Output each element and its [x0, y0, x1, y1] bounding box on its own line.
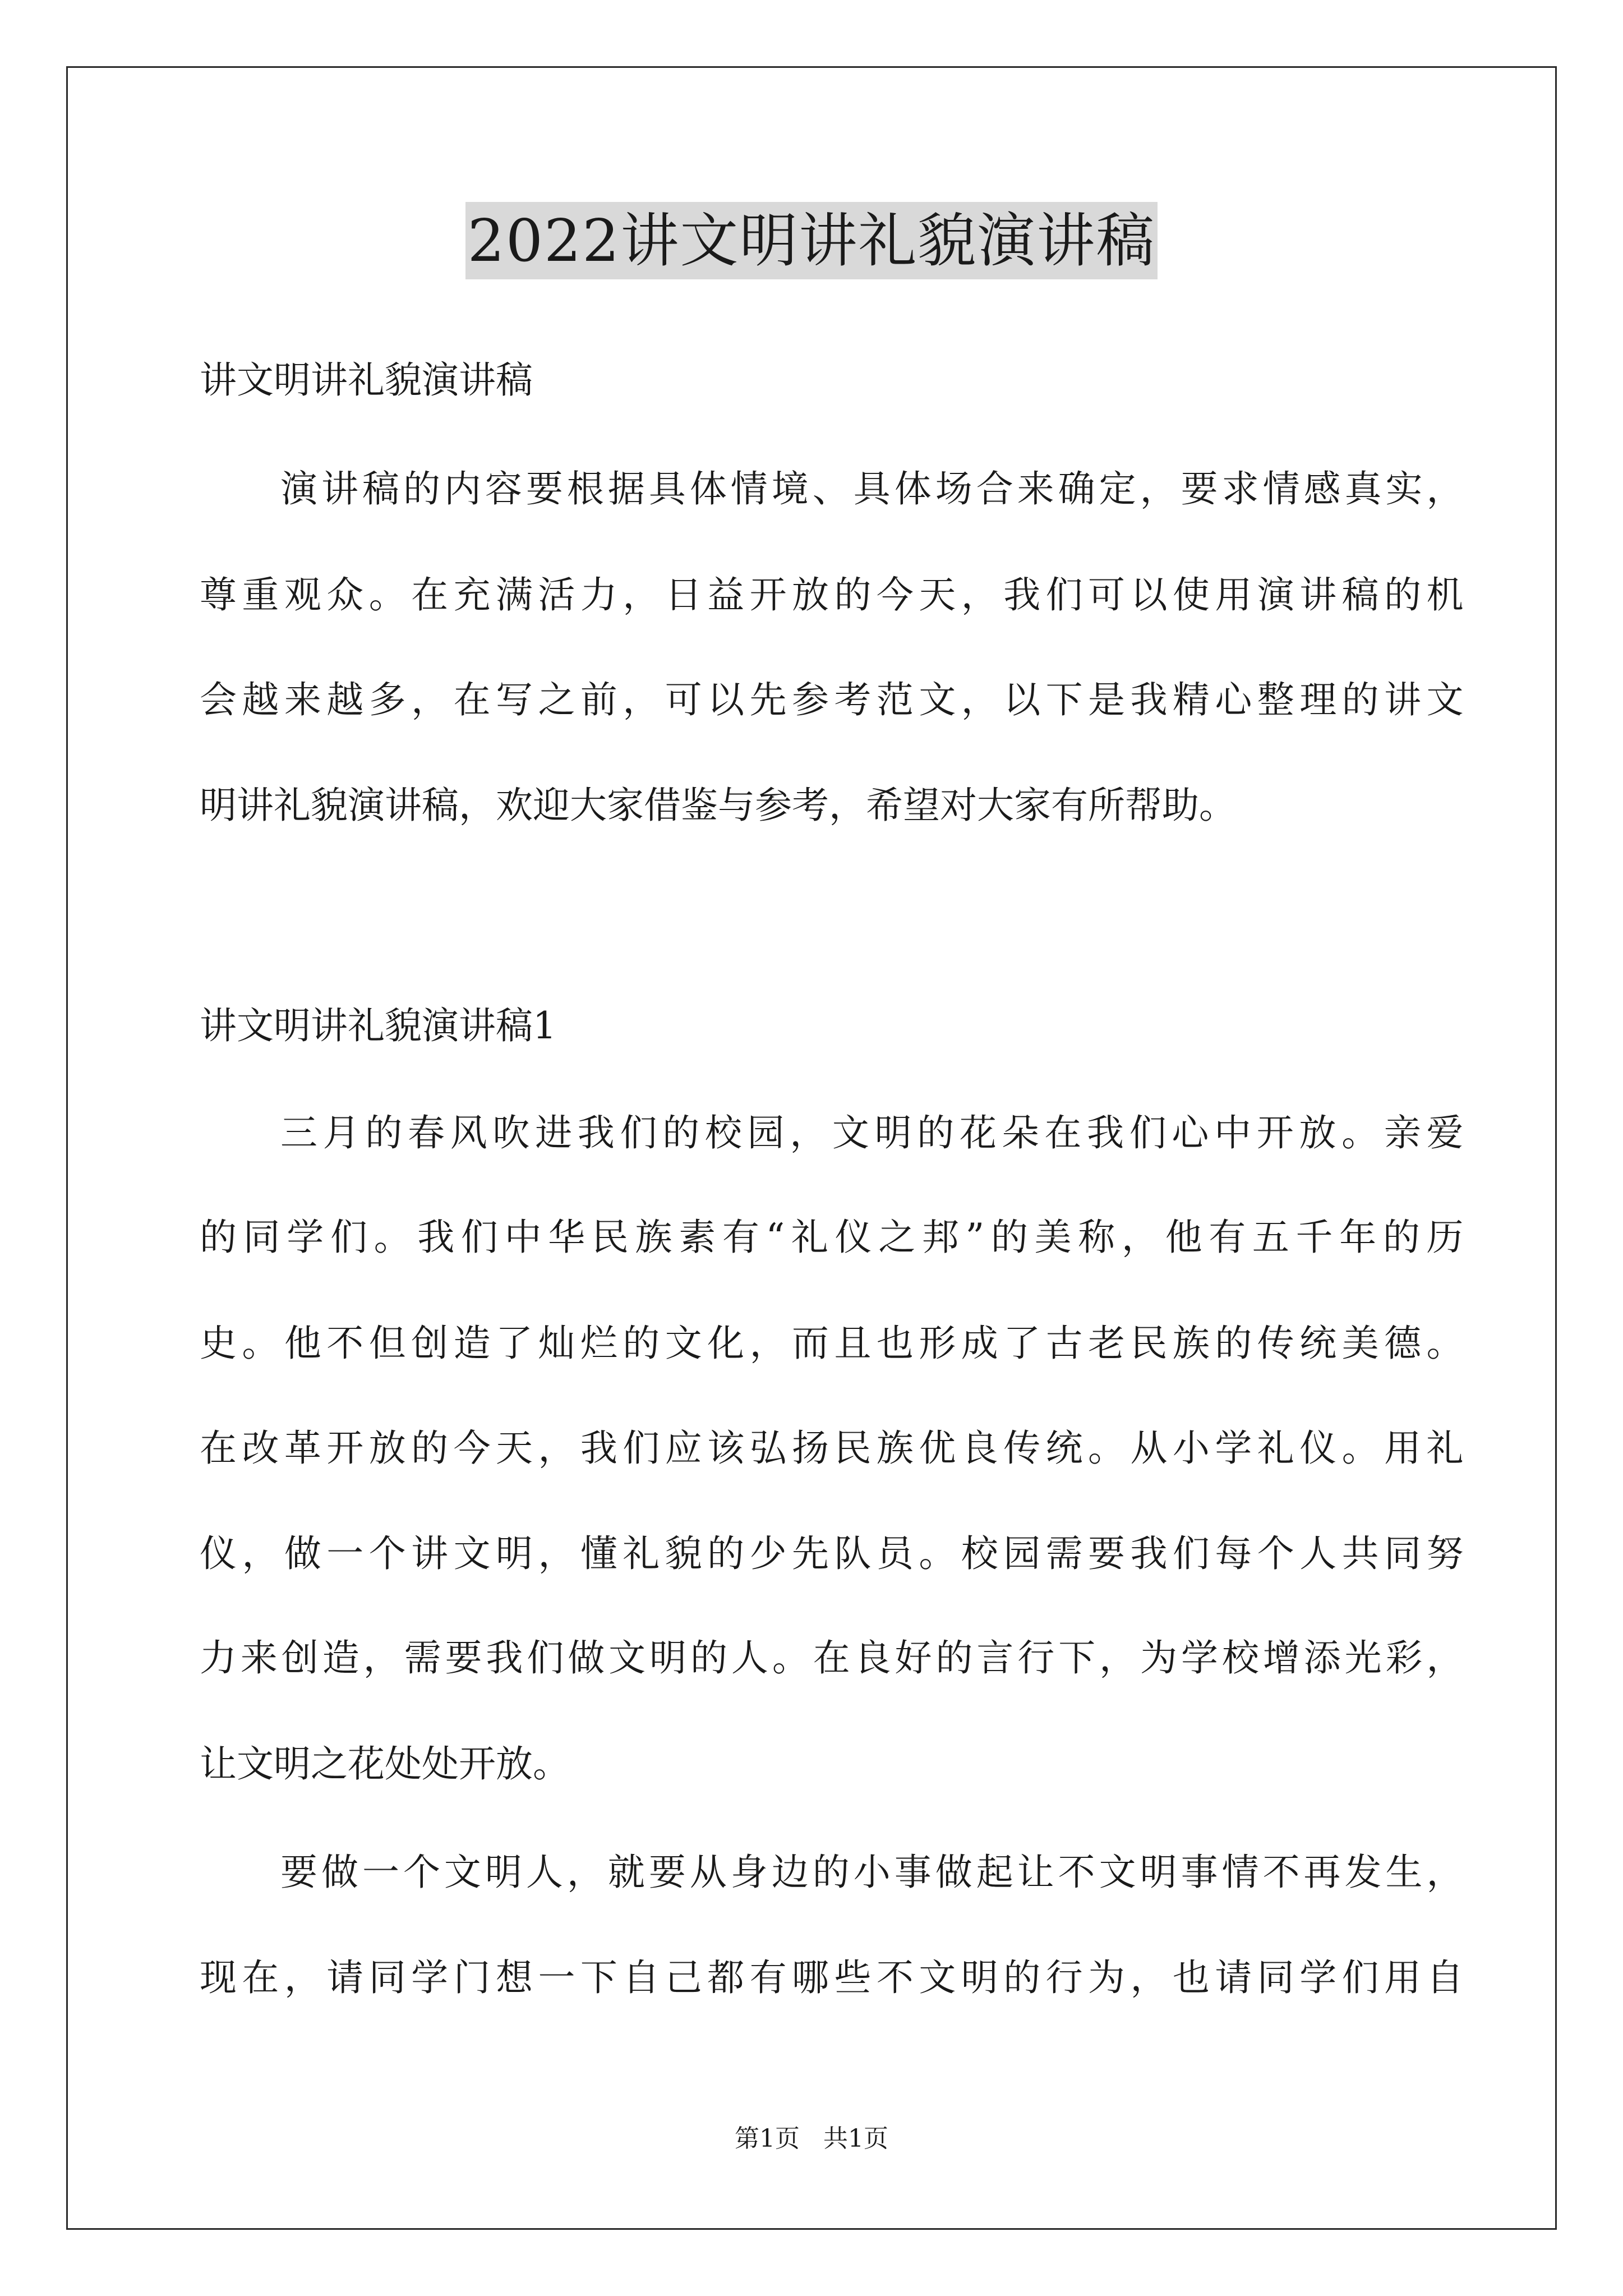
paragraph-line-text: 现在，请同学门想一下自己都有哪些不文明的行为，也请同学们用自 [200, 1956, 1464, 1999]
paragraph-line [280, 467, 1464, 512]
paragraph-line-text: 三月的春风吹进我们的校园，文明的花朵在我们心中开放。亲爱 [280, 1111, 1464, 1154]
page-footer [0, 2122, 1623, 2156]
paragraph-line-text: 在改革开放的今天，我们应该弘扬民族优良传统。从小学礼仪。用礼 [200, 1427, 1464, 1470]
document-title: 2022讲文明讲礼貌演讲稿 [465, 202, 1158, 279]
paragraph-line: 让文明之花处处开放。 [200, 1742, 570, 1786]
paragraph-line [200, 1636, 1464, 1681]
paragraph-line [280, 1111, 1464, 1156]
paragraph-line [200, 1215, 1464, 1260]
paragraph-line [200, 573, 1464, 618]
paragraph-line [200, 1426, 1464, 1471]
paragraph-line-text: 史。他不但创造了灿烂的文化，而且也形成了古老民族的传统美德。 [200, 1322, 1464, 1365]
paragraph-line-text: 尊重观众。在充满活力，日益开放的今天，我们可以使用演讲稿的机 [200, 573, 1464, 616]
paragraph-line [280, 1850, 1464, 1895]
paragraph-line [200, 1321, 1464, 1366]
subtitle: 讲文明讲礼貌演讲稿 [200, 358, 533, 402]
paragraph-line [200, 1531, 1464, 1576]
page-number: 第1页 [735, 2124, 800, 2153]
paragraph-line-text: 的同学们。我们中华民族素有“礼仪之邦”的美称，他有五千年的历 [200, 1216, 1464, 1259]
paragraph-line-text: 仪，做一个讲文明，懂礼貌的少先队员。校园需要我们每个人共同努 [200, 1532, 1464, 1575]
paragraph-line [200, 1955, 1464, 2000]
paragraph-line-text: 力来创造，需要我们做文明的人。在良好的言行下，为学校增添光彩， [200, 1636, 1464, 1680]
page-total: 共1页 [823, 2124, 888, 2153]
section-heading: 讲文明讲礼貌演讲稿1 [200, 1004, 556, 1047]
paragraph-line [200, 678, 1464, 723]
paragraph-line-text: 要做一个文明人，就要从身边的小事做起让不文明事情不再发生， [280, 1851, 1464, 1894]
paragraph-line-text: 演讲稿的内容要根据具体情境、具体场合来确定，要求情感真实， [280, 467, 1464, 510]
paragraph-line-text: 会越来越多，在写之前，可以先参考范文，以下是我精心整理的讲文 [200, 678, 1464, 721]
paragraph-line: 明讲礼貌演讲稿，欢迎大家借鉴与参考，希望对大家有所帮助。 [200, 784, 1236, 827]
title-wrap [0, 202, 1623, 279]
